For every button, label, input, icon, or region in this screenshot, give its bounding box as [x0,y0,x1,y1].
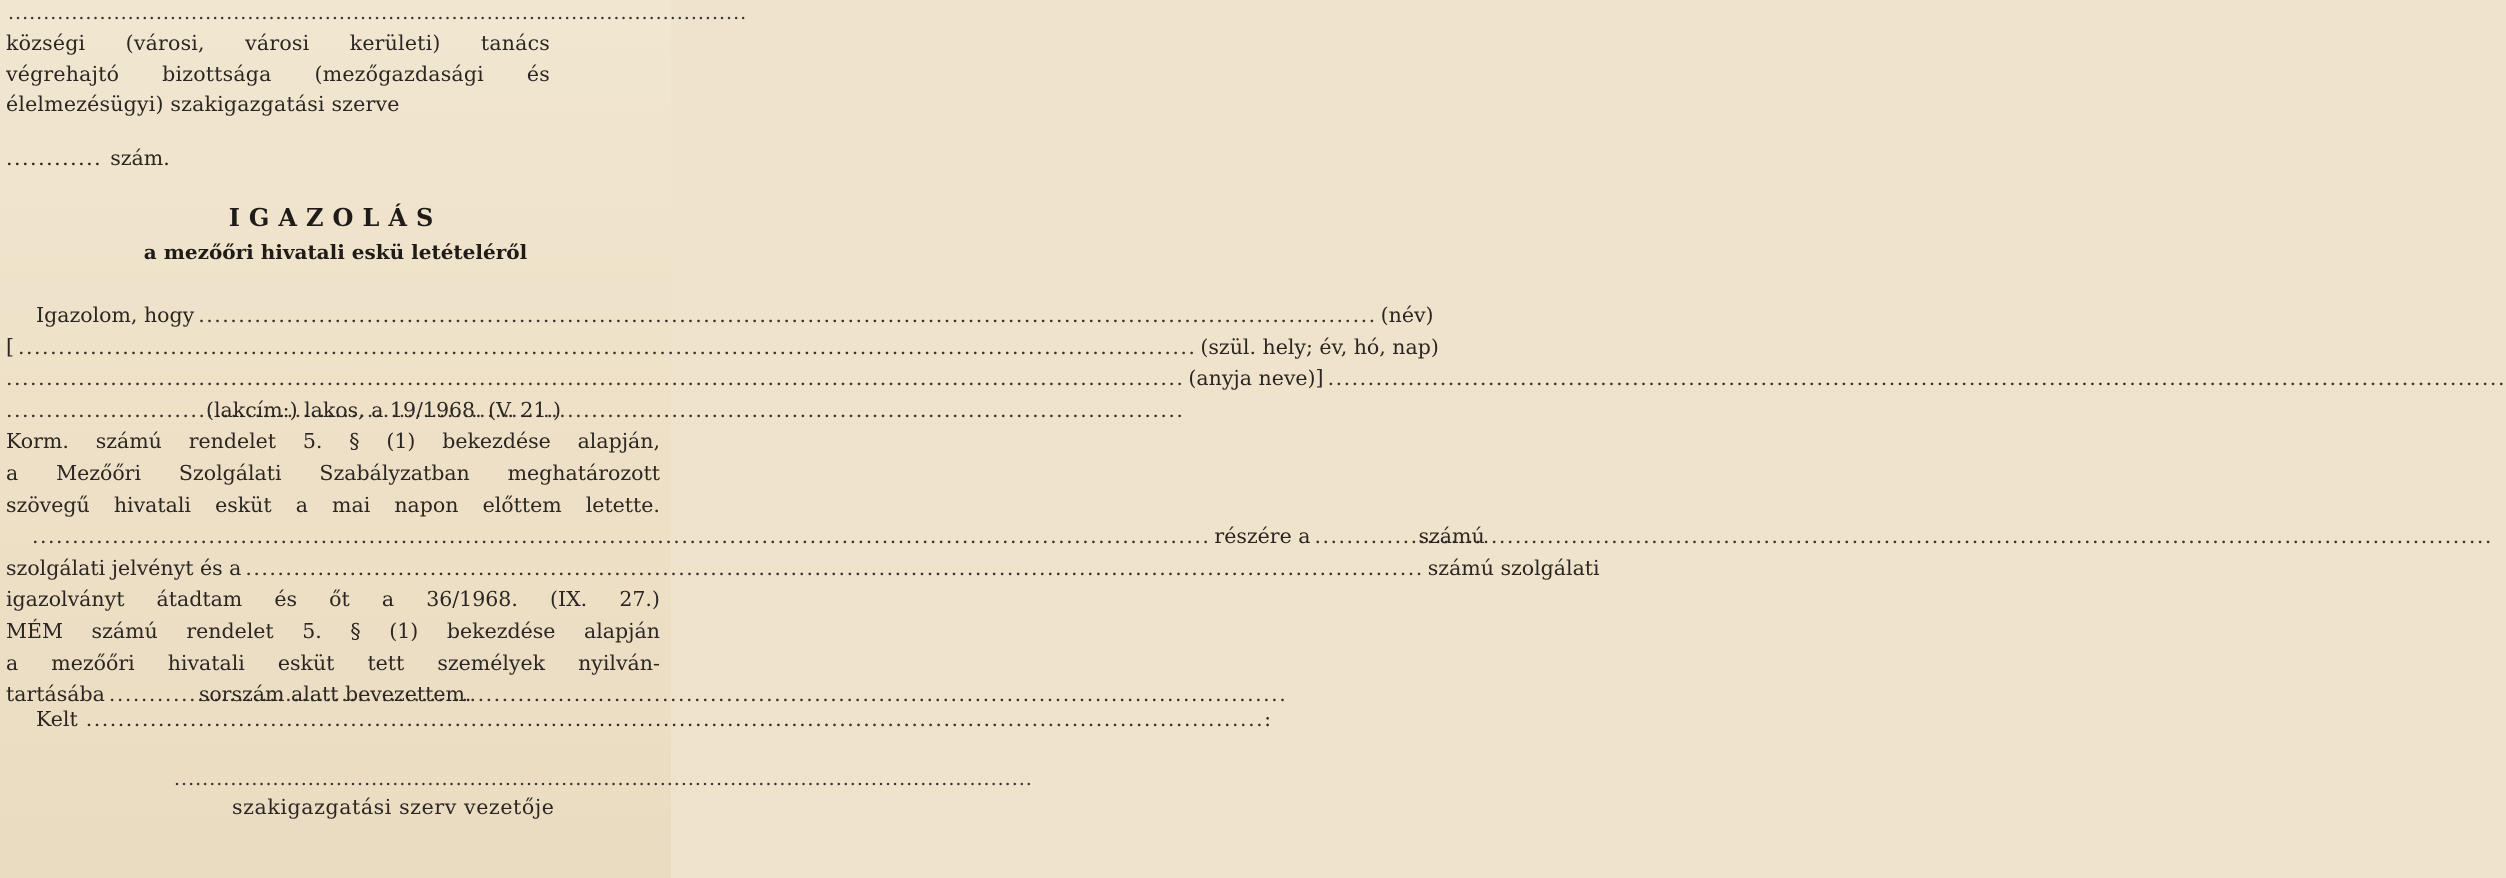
kelt-label: Kelt [36,707,78,731]
header-line-2: végrehajtó bizottsága (mezőgazdasági és [6,61,550,86]
body-line-address: ..... (lakcím:) lakos, a 19/1968. (V. 21.) [6,395,660,427]
recipient-blank [32,521,1210,553]
document-title: IGAZOLÁS [228,203,443,232]
body-line-10: igazolványt átadtam és őt a 36/1968. (IX. 27.) [6,587,660,612]
body-line-birth: [ ..... (szül. hely; év, hó, nap) [6,332,660,364]
birth-blank [18,332,1196,364]
name-blank [198,300,1376,332]
body-line-7: szövegű hivatali esküt a mai napon előttem letette. [6,492,660,517]
header-line-3: élelmezésügyi) szakigazgatási szerve [6,92,400,116]
address-blank-start [1328,363,1488,395]
body-line-badge-recipient: ..... részére a ..... számú [6,521,660,553]
body-line-12: a mezőőri hivatali esküt tett személyek nyilván- [6,650,660,675]
body-line-name: Igazolom, hogy ..... (név) [6,300,660,332]
date-place-blank [86,704,1264,735]
body-line-mother: ..... (anyja neve)] ..... [6,363,660,395]
signature-line [174,768,664,790]
certificate-body [6,300,1600,711]
header-line-1: községi (városi, városi kerületi) tanács [6,31,550,55]
signature-caption: szakigazgatási szerv vezetője [232,795,555,819]
reference-number: ............ szám. [6,146,170,170]
date-place-line: Kelt ..... : [36,704,536,735]
mother-name-blank [6,363,1184,395]
address-blank [6,395,202,427]
body-line-11: MÉM számú rendelet 5. § (1) bekezdése alapján [6,618,660,643]
document-subtitle: a mezőőri hivatali eskü letételéről [143,240,528,264]
body-line-5: Korm. számú rendelet 5. § (1) bekezdése alapján, [6,429,660,454]
reference-number-blank: ............ [6,146,111,170]
authority-name-blank: ......................................................................................................... [8,2,748,24]
body-line-6: a Mezőőri Szolgálati Szabályzatban meghatározott [6,460,660,485]
body-line-register: tartásába ..... sorszám alatt bevezettem. [6,679,660,711]
badge-number-blank [1314,521,1414,553]
body-line-badge: szolgálati jelvényt és a ..... számú szolgálati [6,553,660,585]
id-card-number-blank [245,553,1423,585]
issuing-authority-header [6,28,566,120]
